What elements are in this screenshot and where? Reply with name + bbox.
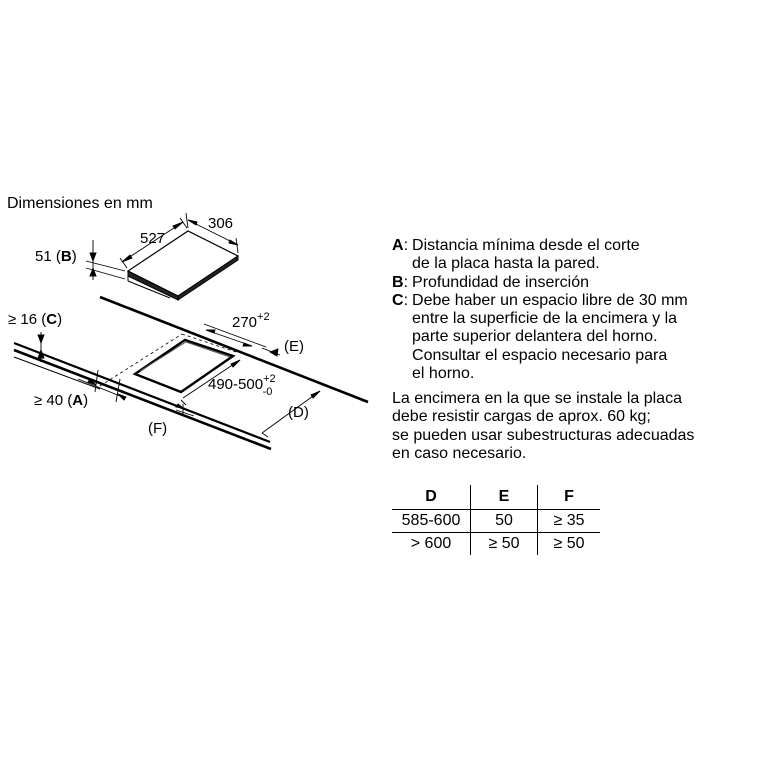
table-header-row <box>392 485 600 510</box>
legend-key: C <box>392 291 404 309</box>
table-row <box>392 510 600 533</box>
clearance-table <box>392 485 600 555</box>
diagram-title: Dimensiones en mm <box>7 195 153 212</box>
legend-colon: : <box>403 273 409 291</box>
legend-text: Profundidad de inserción <box>412 273 590 291</box>
table-cell: 50 <box>471 510 538 533</box>
table-header-e: E <box>471 485 538 510</box>
dim-depth-label: 527 <box>140 230 166 247</box>
legend-key: A <box>392 237 404 254</box>
table-row <box>392 533 600 556</box>
legend-text: Debe haber un espacio libre de 30 mm entre la superficie de la encimera y la parte superior delantera del horno. Consultar el espacio necesario para el horno. <box>412 291 688 383</box>
table-cell: ≥ 50 <box>553 535 585 552</box>
dim-c <box>38 332 44 362</box>
dim-e-label: (E) <box>284 338 304 355</box>
table-cell: ≥ 35 <box>538 510 601 533</box>
dim-a-label: ≥ 40 (A) <box>34 392 89 409</box>
dim-b <box>86 240 125 280</box>
dim-cut-width-label: $490-500^{+2}$ -0 <box>208 373 276 398</box>
legend-item <box>392 274 752 292</box>
legend-item <box>392 292 752 383</box>
load-note: La encimera en la que se instale la placa debe resistir cargas de aprox. 60 kg; se pueden usar subestructuras adecuadas en caso necesario. <box>392 390 695 462</box>
table-cell: ≥ 50 <box>471 533 538 556</box>
dim-e <box>262 348 280 356</box>
legend-item <box>392 237 752 274</box>
dim-width-label: 306 <box>208 215 234 232</box>
dim-c-label: ≥ 16 (C) <box>8 311 63 328</box>
dim-b-label: 51 (B) <box>35 248 77 265</box>
legend-text: Distancia mínima desde el corte de la placa hasta la pared. <box>412 237 640 273</box>
legend-colon: : <box>403 291 409 309</box>
table-cell: > 600 <box>392 533 471 556</box>
table-header-f: F <box>538 485 601 510</box>
dim-d-label: (D) <box>288 404 309 421</box>
table-cell: 585-600 <box>392 510 471 533</box>
dim-cut-depth-label: $270^{+2}$ <box>232 311 270 331</box>
dim-f-label: (F) <box>148 420 168 437</box>
table-header-d: D <box>392 485 471 510</box>
legend-colon: : <box>403 237 409 254</box>
legend-key: B <box>392 273 404 291</box>
legend <box>392 237 752 383</box>
